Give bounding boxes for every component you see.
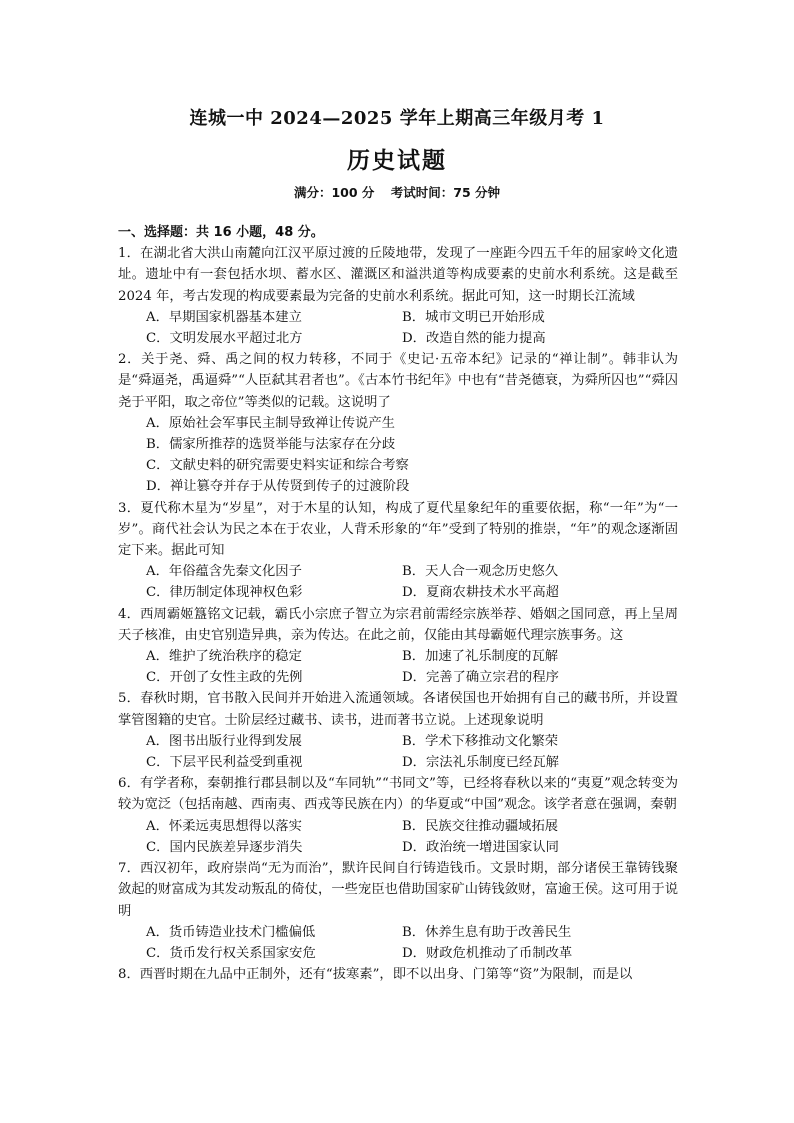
question-stem: 6．有学者称，秦朝推行郡县制以及“车同轨”“书同文”等，已经将春秋以来的“夷夏”观念转变为较为宽泛（包括南越、西南夷、西戎等民族在内）的华夏或“中国”观念。该学者意在强调，秦朝 [118,776,678,813]
option[interactable]: B．天人合一观念历史悠久 [402,564,559,580]
subject-title: 历史试题 [347,147,447,174]
exam-title: 连城一中 2024—2025 学年上期高三年级月考 1 [189,108,605,129]
option[interactable]: C．文明发展水平超过北方 [146,331,303,347]
option-row [118,582,678,603]
option[interactable]: A．货币铸造业技术门槛偏低 [146,924,316,940]
option-row [118,922,678,943]
option[interactable]: B．学术下移推动文化繁荣 [402,733,559,749]
option-row [118,837,678,858]
option[interactable]: A．维护了统治秩序的稳定 [146,649,302,665]
option-row [118,816,678,837]
exam-meta [0,183,794,201]
option[interactable]: A．原始社会军事民主制导致禅让传说产生 [146,415,395,431]
question-stem: 4．西周霸姬簋铭文记载，霸氏小宗庶子智立为宗君前需经宗族举荐、婚姻之国同意，再上呈周天子核准，由史官别造异典，亲为传达。在此之前，仅能由其母霸姬代理宗族事务。这 [118,606,678,643]
full-score: 满分：100 分 [293,185,375,200]
option-row [118,667,678,688]
question-stem: 3．夏代称木星为“岁星”，对于木星的认知，构成了夏代星象纪年的重要依据，称“一年”为“一岁”。商代社会认为民之本在于农业，人背禾形象的“年”受到了特别的推崇，“年”的观念逐渐固定下来。据此可知 [118,500,678,559]
option[interactable]: D．夏商农耕技术水平高超 [402,585,559,601]
question-stem: 5．春秋时期，官书散入民间并开始进入流通领域。各诸侯国也开始拥有自己的藏书所，并设置掌管图籍的史官。士阶层经过藏书、读书，进而著书立说。上述现象说明 [118,691,678,728]
option[interactable]: A．年俗蕴含先秦文化因子 [146,564,302,580]
option[interactable]: C．文献史料的研究需要史料实证和综合考察 [146,458,409,474]
option[interactable]: D．宗法礼乐制度已经瓦解 [402,755,559,771]
option[interactable]: C．下层平民利益受到重视 [146,755,303,771]
option-row [118,307,678,328]
option[interactable]: B．加速了礼乐制度的瓦解 [402,649,559,665]
option[interactable]: C．开创了女性主政的先例 [146,670,303,686]
option[interactable]: D．政治统一增进国家认同 [402,839,559,855]
option[interactable]: D．财政危机推动了币制改革 [402,945,573,961]
option[interactable]: A．图书出版行业得到发展 [146,733,302,749]
option-list [118,413,678,498]
option[interactable]: D．完善了确立宗君的程序 [402,670,559,686]
option[interactable]: B．城市文明已开始形成 [402,309,545,325]
option-row [118,752,678,773]
option[interactable]: B．民族交往推动疆域拓展 [402,818,559,834]
section-heading: 一、选择题：共 16 小题，48 分。 [118,225,324,240]
option-row [118,731,678,752]
option[interactable]: A．怀柔远夷思想得以落实 [146,818,302,834]
option-row [118,646,678,667]
option-row [118,943,678,964]
question-stem: 2．关于尧、舜、禹之间的权力转移，不同于《史记·五帝本纪》记录的“禅让制”。韩非认为是“舜逼尧，禹逼舜”“人臣弑其君者也”。《古本竹书纪年》中也有“昔尧德衰，为舜所囚也”“舜囚尧于平阳，取之帝位”等类似的记载。这说明了 [118,352,678,410]
option-row [118,328,678,349]
question-stem: 7．西汉初年，政府崇尚“无为而治”，默许民间自行铸造钱币。文景时期，部分诸侯王靠铸钱聚敛起的财富成为其发动叛乱的倚仗，一些宠臣也借助国家矿山铸钱敛财，富逾王侯。这可用于说明 [118,861,678,919]
option[interactable]: B．儒家所推荐的选贤举能与法家存在分歧 [146,437,396,453]
option[interactable]: C．国内民族差异逐步消失 [146,839,303,855]
option[interactable]: D．改造自然的能力提高 [402,331,546,347]
exam-time: 考试时间：75 分钟 [390,185,501,200]
question-stem: 1．在湖北省大洪山南麓向江汉平原过渡的丘陵地带，发现了一座距今四五千年的屈家岭文化遗址。遗址中有一套包括水坝、蓄水区、灌溉区和溢洪道等构成要素的史前水利系统。这是截至 2024 年，考古发现的构成要素最为完备的史前水利系统。据此可知，这一时期长江流域 [118,246,678,304]
option[interactable]: B．休养生息有助于改善民生 [402,924,572,940]
option[interactable]: C．律历制定体现神权色彩 [146,585,303,601]
option-row [118,561,678,582]
question-stem: 8．西晋时期在九品中正制外，还有“拔寒素”，即不以出身、门第等“资”为限制，而是以 [118,967,633,983]
option[interactable]: D．禅让篡夺并存于从传贤到传子的过渡阶段 [146,479,410,495]
option[interactable]: C．货币发行权关系国家安危 [146,945,316,961]
option[interactable]: A．早期国家机器基本建立 [146,309,302,325]
exam-body [118,222,678,985]
